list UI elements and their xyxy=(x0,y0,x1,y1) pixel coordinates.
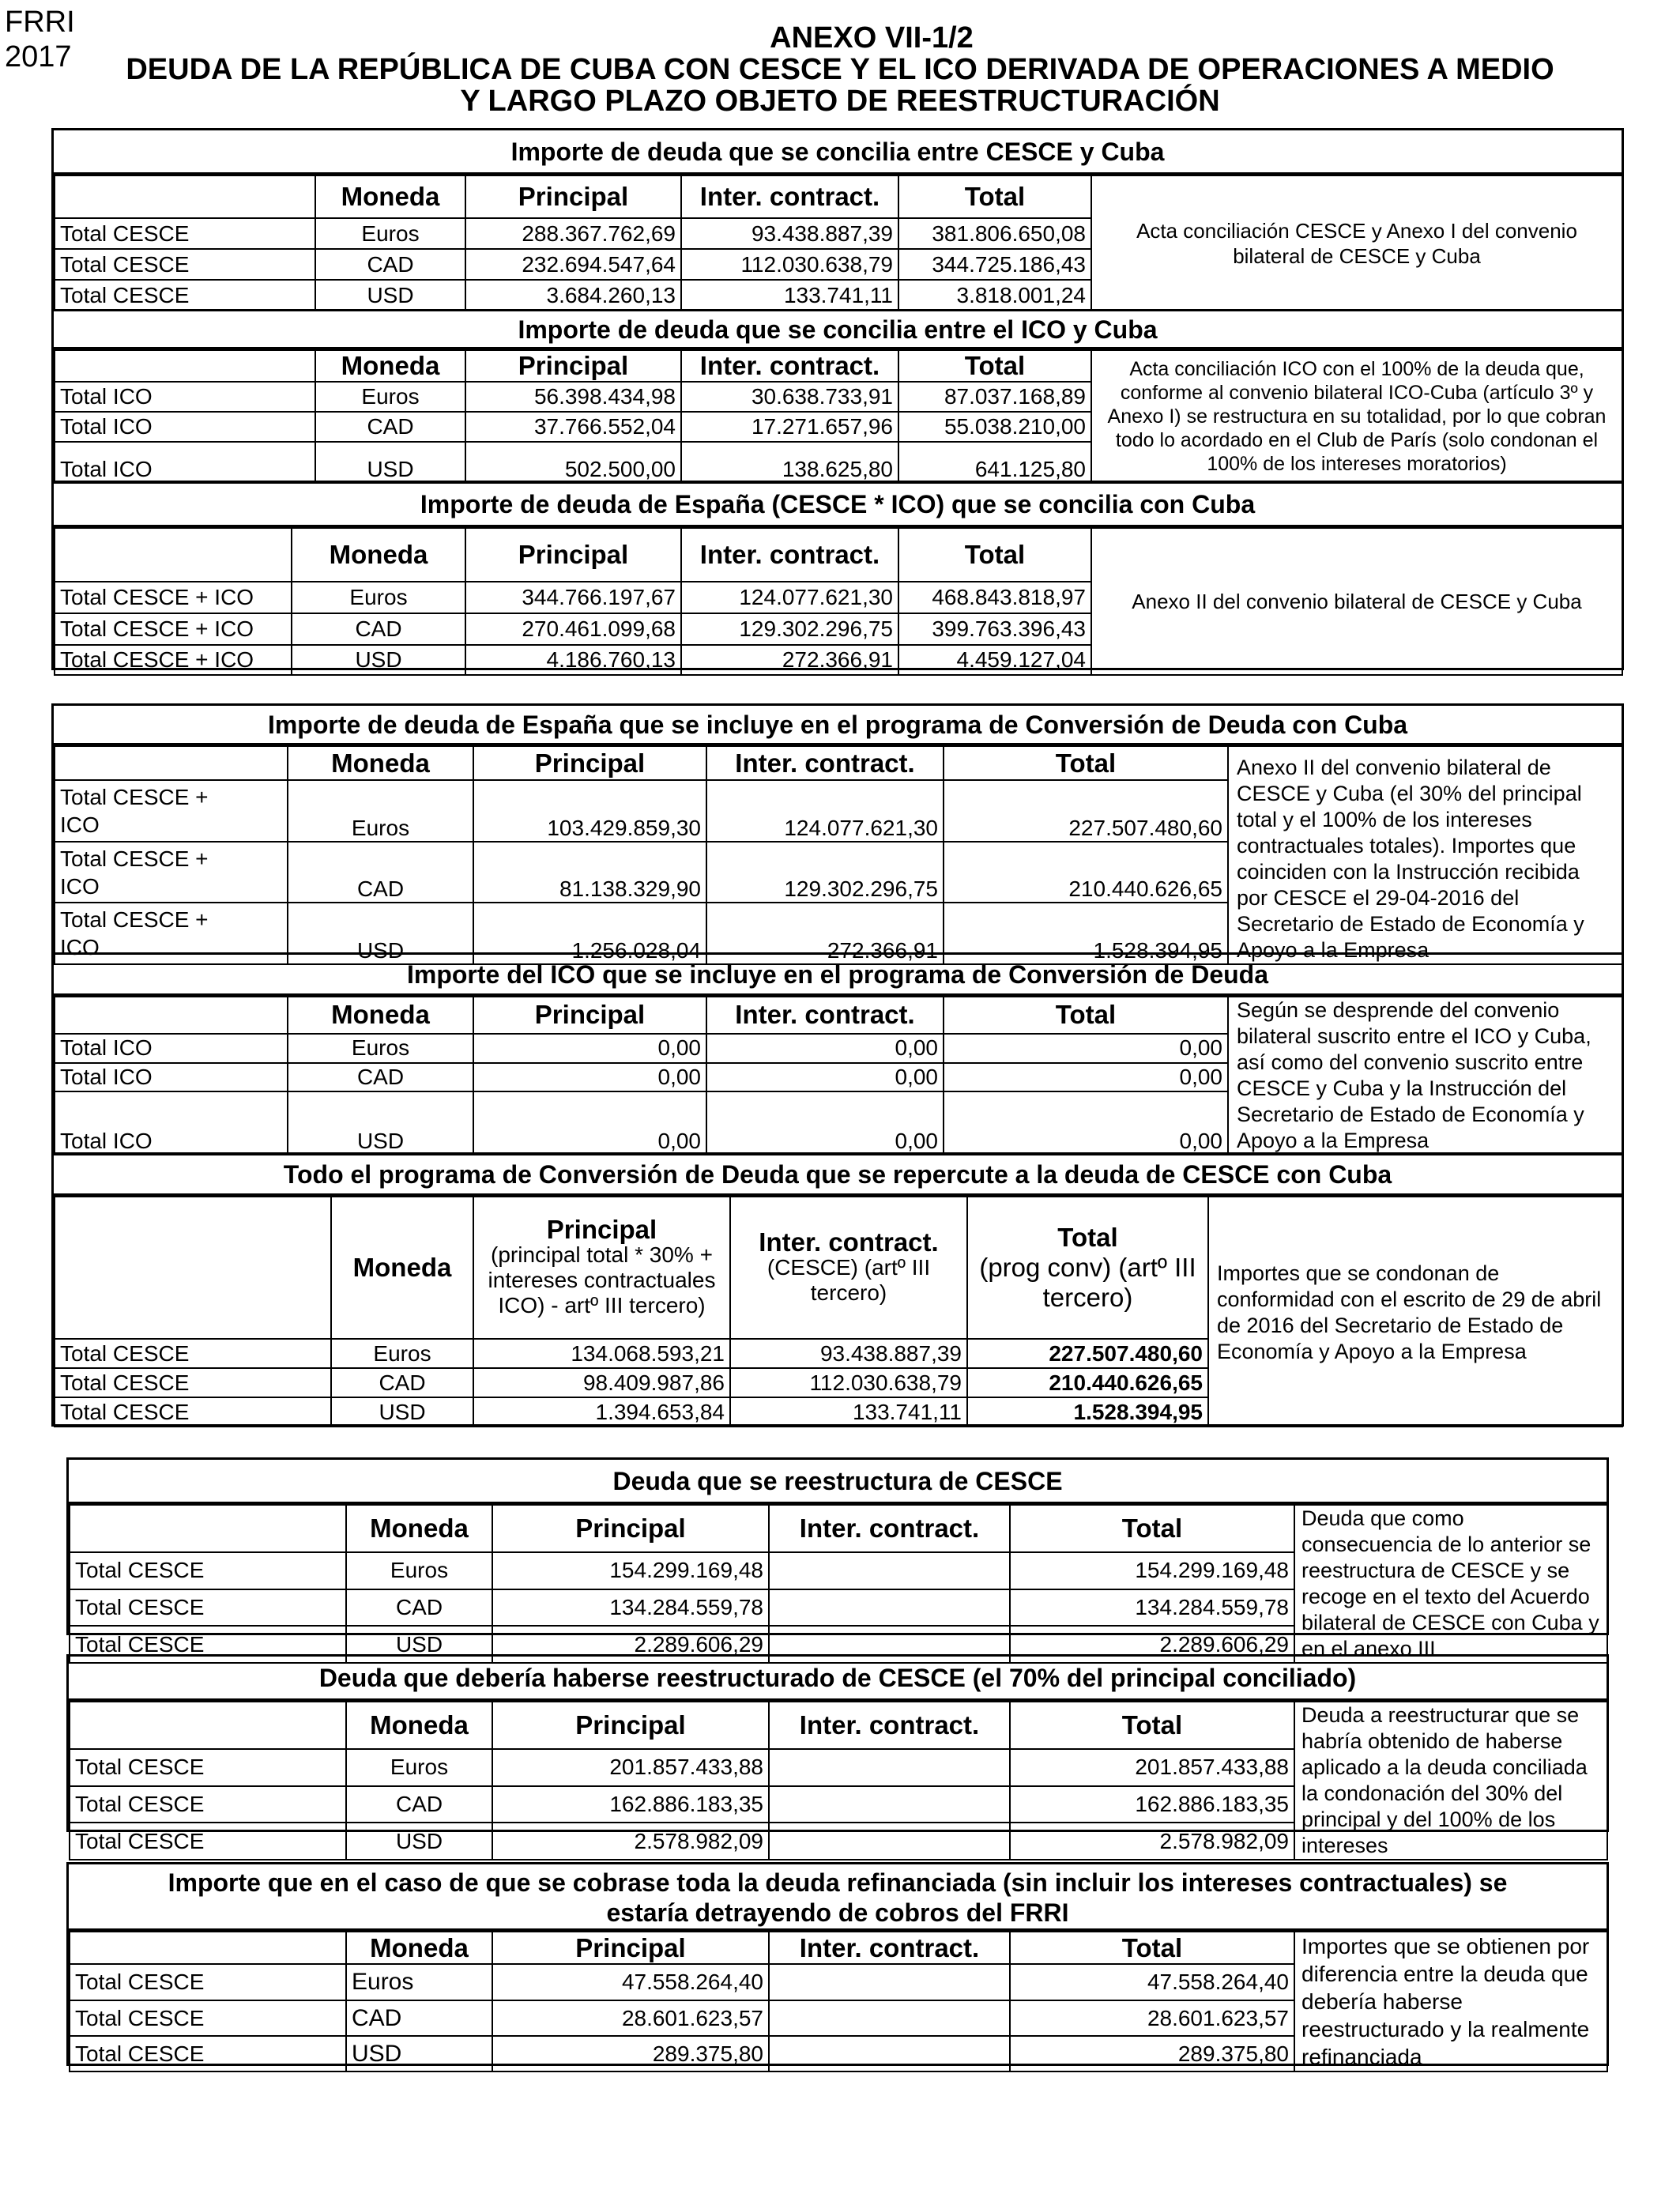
row-interest xyxy=(769,1823,1010,1860)
row-interest: 133.741,11 xyxy=(681,280,898,311)
row-label xyxy=(55,842,288,903)
section-title: Todo el programa de Conversión de Deuda que se repercute a la deuda de CESCE con Cuba xyxy=(54,1155,1622,1196)
row-currency: USD xyxy=(346,1823,492,1860)
row-principal: 201.857.433,88 xyxy=(492,1749,769,1786)
row-currency: Euros xyxy=(346,1749,492,1786)
row-interest: 112.030.638,79 xyxy=(730,1368,967,1397)
row-principal: 2.289.606,29 xyxy=(492,1626,769,1663)
col-moneda: Moneda xyxy=(331,1197,473,1339)
col-total-detail xyxy=(967,1197,1208,1339)
empty-header xyxy=(55,175,315,218)
col-principal: Principal xyxy=(465,350,681,382)
empty-header xyxy=(70,1702,346,1749)
row-currency: CAD xyxy=(331,1368,473,1397)
row-label: Total CESCE + ICO xyxy=(55,582,292,613)
restructured-table xyxy=(69,1504,1608,1664)
corner-line1: FRRI xyxy=(5,6,75,39)
empty-header xyxy=(55,350,315,382)
row-principal: 0,00 xyxy=(473,1063,706,1092)
row-label: Total CESCE xyxy=(55,218,315,249)
row-interest: 138.625,80 xyxy=(681,442,898,483)
row-label: Total CESCE xyxy=(70,1626,346,1663)
col-principal: Principal xyxy=(473,997,706,1034)
row-interest xyxy=(769,1589,1010,1627)
col-total: Total xyxy=(898,350,1091,382)
row-interest: 0,00 xyxy=(706,1063,944,1092)
row-currency: USD xyxy=(288,903,473,964)
row-label: Total CESCE xyxy=(70,1786,346,1823)
row-total: 201.857.433,88 xyxy=(1010,1749,1294,1786)
col-total: Total xyxy=(898,528,1091,582)
row-total: 381.806.650,08 xyxy=(898,218,1091,249)
section-ico-conversion xyxy=(51,952,1624,1155)
row-interest: 17.271.657,96 xyxy=(681,412,898,442)
row-total: 210.440.626,65 xyxy=(944,842,1228,903)
col-moneda: Moneda xyxy=(315,175,465,218)
section-title: Importe de deuda que se concilia entre CESCE y Cuba xyxy=(54,130,1622,175)
col-total: Total xyxy=(1010,1702,1294,1749)
col-moneda: Moneda xyxy=(315,350,465,382)
row-principal: 0,00 xyxy=(473,1091,706,1155)
row-currency: Euros xyxy=(346,1552,492,1589)
col-moneda: Moneda xyxy=(288,746,473,780)
col-principal-detail xyxy=(473,1197,730,1339)
row-total: 28.601.623,57 xyxy=(1010,2000,1294,2037)
empty-header xyxy=(55,528,292,582)
section-cesce-conciliation xyxy=(51,128,1624,311)
row-principal: 232.694.547,64 xyxy=(465,249,681,280)
section-spain-conversion xyxy=(51,703,1624,963)
row-principal: 344.766.197,67 xyxy=(465,582,681,613)
row-interest: 93.438.887,39 xyxy=(681,218,898,249)
row-label: Total CESCE xyxy=(70,2000,346,2037)
row-principal: 103.429.859,30 xyxy=(473,780,706,842)
row-interest xyxy=(769,1552,1010,1589)
conversion-program-table xyxy=(54,1196,1623,1427)
row-principal: 154.299.169,48 xyxy=(492,1552,769,1589)
spain-table xyxy=(54,527,1623,676)
row-label: Total ICO xyxy=(55,1034,288,1063)
col-inter: Inter. contract. xyxy=(681,528,898,582)
col-moneda: Moneda xyxy=(292,528,465,582)
section-frri-deduction xyxy=(66,1862,1609,2069)
row-currency: USD xyxy=(288,1091,473,1155)
row-interest: 272.366,91 xyxy=(706,903,944,964)
row-currency: Euros xyxy=(315,218,465,249)
col-inter: Inter. contract. xyxy=(769,1505,1010,1552)
spain-conversion-table xyxy=(54,745,1623,965)
row-currency: CAD xyxy=(288,1063,473,1092)
row-currency: USD xyxy=(331,1397,473,1427)
row-total: 468.843.818,97 xyxy=(898,582,1091,613)
row-principal: 2.578.982,09 xyxy=(492,1823,769,1860)
row-currency: USD xyxy=(315,442,465,483)
row-total: 3.818.001,24 xyxy=(898,280,1091,311)
should-restructure-table xyxy=(69,1701,1608,1860)
col-inter-title: Inter. contract. xyxy=(759,1227,939,1257)
row-principal: 0,00 xyxy=(473,1034,706,1063)
row-label: Total CESCE xyxy=(55,280,315,311)
row-principal: 3.684.260,13 xyxy=(465,280,681,311)
row-total: 47.558.264,40 xyxy=(1010,1964,1294,2000)
col-total-subtitle: (prog conv) (artº III tercero) xyxy=(979,1253,1196,1312)
col-principal: Principal xyxy=(492,1702,769,1749)
row-interest: 93.438.887,39 xyxy=(730,1339,967,1368)
row-currency: Euros xyxy=(331,1339,473,1368)
col-total: Total xyxy=(944,997,1228,1034)
row-interest: 124.077.621,30 xyxy=(681,582,898,613)
row-total: 641.125,80 xyxy=(898,442,1091,483)
col-inter: Inter. contract. xyxy=(706,746,944,780)
row-label: Total ICO xyxy=(55,412,315,442)
row-principal: 134.284.559,78 xyxy=(492,1589,769,1627)
row-label: Total CESCE xyxy=(70,1552,346,1589)
row-label-line1: Total CESCE + xyxy=(60,907,209,933)
section-note: Según se desprende del convenio bilateral suscrito entre el ICO y Cuba, así como del convenio suscrito entre CESCE y Cuba y la Instrucción del Secretario de Estado de Economía y Apoyo a la Empresa xyxy=(1228,997,1622,1155)
row-total: 2.289.606,29 xyxy=(1010,1626,1294,1663)
section-note: Acta conciliación ICO con el 100% de la deuda que, conforme al convenio bilateral ICO-Cuba (artículo 3º y Anexo I) se restructura en su totalidad, por lo que cobran todo lo acordado en el Club de París (solo condonan el 100% de los intereses moratorios) xyxy=(1091,350,1622,483)
row-label: Total ICO xyxy=(55,1091,288,1155)
col-inter-subtitle: (CESCE) (artº III tercero) xyxy=(767,1255,931,1305)
row-principal: 37.766.552,04 xyxy=(465,412,681,442)
section-title: Deuda que se reestructura de CESCE xyxy=(69,1460,1607,1504)
section-title: Importe de deuda de España que se incluye en el programa de Conversión de Deuda con Cuba xyxy=(54,706,1622,745)
row-label xyxy=(55,780,288,842)
section-ico-conciliation xyxy=(51,309,1624,483)
row-interest: 0,00 xyxy=(706,1091,944,1155)
document-title xyxy=(0,22,1680,117)
row-total: 1.528.394,95 xyxy=(967,1397,1208,1427)
col-moneda: Moneda xyxy=(288,997,473,1034)
row-principal: 1.256.028,04 xyxy=(473,903,706,964)
section-note: Deuda a reestructurar que se habría obtenido de haberse aplicado a la deuda conciliada la condonación del 30% del principal y del 100% de los intereses xyxy=(1294,1702,1607,1860)
col-principal-subtitle: (principal total * 30% + intereses contractuales ICO) - artº III tercero) xyxy=(488,1242,716,1318)
col-inter: Inter. contract. xyxy=(769,1932,1010,1964)
row-label: Total CESCE xyxy=(55,1397,331,1427)
section-title: Importe de deuda de España (CESCE * ICO) que se concilia con Cuba xyxy=(54,483,1622,527)
row-total: 227.507.480,60 xyxy=(944,780,1228,842)
row-label: Total ICO xyxy=(55,442,315,483)
row-label-line1: Total CESCE + xyxy=(60,784,209,809)
row-total: 0,00 xyxy=(944,1063,1228,1092)
row-principal: 4.186.760,13 xyxy=(465,645,681,675)
section-note: Deuda que como consecuencia de lo anterior se reestructura de CESCE y se recoge en el texto del Acuerdo bilateral de CESCE con Cuba y en el anexo III xyxy=(1294,1505,1607,1663)
section-title xyxy=(69,1864,1607,1931)
row-currency: Euros xyxy=(292,582,465,613)
row-currency: Euros xyxy=(288,1034,473,1063)
row-label: Total ICO xyxy=(55,382,315,412)
section-cesce-conversion-program xyxy=(51,1152,1624,1427)
col-inter: Inter. contract. xyxy=(681,350,898,382)
row-currency: CAD xyxy=(292,613,465,645)
row-label-line2: ICO xyxy=(60,873,100,899)
col-moneda: Moneda xyxy=(346,1505,492,1552)
col-principal: Principal xyxy=(492,1505,769,1552)
empty-header xyxy=(70,1505,346,1552)
row-total: 4.459.127,04 xyxy=(898,645,1091,675)
row-currency: CAD xyxy=(346,2000,492,2037)
row-interest xyxy=(769,1964,1010,2000)
col-moneda: Moneda xyxy=(346,1702,492,1749)
section-note: Acta conciliación CESCE y Anexo I del convenio bilateral de CESCE y Cuba xyxy=(1091,175,1622,311)
ico-conversion-table xyxy=(54,996,1623,1155)
section-title-line1: Importe que en el caso de que se cobrase toda la deuda refinanciada (sin incluir los intereses contractuales) se xyxy=(168,1868,1508,1897)
row-interest: 112.030.638,79 xyxy=(681,249,898,280)
row-label-line2: ICO xyxy=(60,935,100,960)
empty-header xyxy=(70,1932,346,1964)
section-title: Deuda que debería haberse reestructurado de CESCE (el 70% del principal conciliado) xyxy=(69,1657,1607,1701)
row-principal: 47.558.264,40 xyxy=(492,1964,769,2000)
row-label: Total CESCE xyxy=(70,1749,346,1786)
col-inter: Inter. contract. xyxy=(681,175,898,218)
row-principal: 162.886.183,35 xyxy=(492,1786,769,1823)
row-principal: 81.138.329,90 xyxy=(473,842,706,903)
row-principal: 28.601.623,57 xyxy=(492,2000,769,2037)
section-cesce-restructured xyxy=(66,1457,1609,1661)
row-total: 162.886.183,35 xyxy=(1010,1786,1294,1823)
annex-title: ANEXO VII-1/2 xyxy=(770,21,974,55)
row-label: Total CESCE + ICO xyxy=(55,645,292,675)
section-note: Anexo II del convenio bilateral de CESCE y Cuba xyxy=(1091,528,1622,675)
row-label: Total CESCE xyxy=(70,1964,346,2000)
frri-deduction-table xyxy=(69,1931,1608,2072)
col-inter-detail xyxy=(730,1197,967,1339)
row-currency: CAD xyxy=(346,1589,492,1627)
row-currency: Euros xyxy=(346,1964,492,2000)
col-inter: Inter. contract. xyxy=(706,997,944,1034)
col-principal: Principal xyxy=(465,175,681,218)
row-interest xyxy=(769,2000,1010,2037)
row-currency: CAD xyxy=(315,249,465,280)
col-principal-title: Principal xyxy=(546,1215,657,1244)
row-principal: 134.068.593,21 xyxy=(473,1339,730,1368)
row-total: 399.763.396,43 xyxy=(898,613,1091,645)
empty-header xyxy=(55,746,288,780)
row-total: 210.440.626,65 xyxy=(967,1368,1208,1397)
row-interest: 272.366,91 xyxy=(681,645,898,675)
col-total: Total xyxy=(1010,1505,1294,1552)
row-total: 55.038.210,00 xyxy=(898,412,1091,442)
row-total: 0,00 xyxy=(944,1034,1228,1063)
row-label-line2: ICO xyxy=(60,812,100,837)
col-total-title: Total xyxy=(1057,1223,1118,1252)
row-currency: USD xyxy=(292,645,465,675)
row-total: 289.375,80 xyxy=(1010,2036,1294,2071)
row-interest: 129.302.296,75 xyxy=(706,842,944,903)
row-label: Total CESCE xyxy=(70,1589,346,1627)
row-currency: CAD xyxy=(315,412,465,442)
row-interest: 129.302.296,75 xyxy=(681,613,898,645)
row-total: 134.284.559,78 xyxy=(1010,1589,1294,1627)
row-label: Total CESCE xyxy=(70,2036,346,2071)
section-note: Importes que se obtienen por diferencia entre la deuda que debería haberse reestructurado y la realmente refinanciada xyxy=(1294,1932,1607,2071)
row-total: 1.528.394,95 xyxy=(944,903,1228,964)
row-currency: Euros xyxy=(288,780,473,842)
row-interest: 133.741,11 xyxy=(730,1397,967,1427)
row-interest: 124.077.621,30 xyxy=(706,780,944,842)
row-currency: USD xyxy=(315,280,465,311)
row-interest: 0,00 xyxy=(706,1034,944,1063)
row-total: 87.037.168,89 xyxy=(898,382,1091,412)
section-note: Importes que se condonan de conformidad con el escrito de 29 de abril de 2016 del Secretario de Estado de Economía y Apoyo a la Empresa xyxy=(1208,1197,1622,1427)
row-label-line1: Total CESCE + xyxy=(60,846,209,871)
row-label: Total CESCE xyxy=(55,249,315,280)
row-currency: CAD xyxy=(346,1786,492,1823)
row-label: Total CESCE xyxy=(55,1339,331,1368)
section-title-line2: estaría detrayendo de cobros del FRRI xyxy=(606,1898,1069,1927)
row-label: Total CESCE xyxy=(70,1823,346,1860)
row-interest: 30.638.733,91 xyxy=(681,382,898,412)
col-inter: Inter. contract. xyxy=(769,1702,1010,1749)
empty-header xyxy=(55,1197,331,1339)
row-principal: 98.409.987,86 xyxy=(473,1368,730,1397)
col-principal: Principal xyxy=(465,528,681,582)
section-note: Anexo II del convenio bilateral de CESCE y Cuba (el 30% del principal total y el 100% de los intereses contractuales totales). Importes que coinciden con la Instrucción recibida por CESCE el 29-04-2016 del Secretario de Estado de Economía y Apoyo a la Empresa xyxy=(1228,746,1622,964)
section-spain-conciliation xyxy=(51,481,1624,670)
row-total: 2.578.982,09 xyxy=(1010,1823,1294,1860)
col-principal: Principal xyxy=(492,1932,769,1964)
row-total: 344.725.186,43 xyxy=(898,249,1091,280)
section-title: Importe del ICO que se incluye en el programa de Conversión de Deuda xyxy=(54,955,1622,996)
row-principal: 270.461.099,68 xyxy=(465,613,681,645)
row-currency: CAD xyxy=(288,842,473,903)
section-title: Importe de deuda que se concilia entre el ICO y Cuba xyxy=(54,311,1622,349)
row-principal: 56.398.434,98 xyxy=(465,382,681,412)
row-label: Total CESCE xyxy=(55,1368,331,1397)
row-currency: USD xyxy=(346,2036,492,2071)
title-line2: DEUDA DE LA REPÚBLICA DE CUBA CON CESCE Y EL ICO DERIVADA DE OPERACIONES A MEDIO xyxy=(126,53,1554,86)
col-total: Total xyxy=(944,746,1228,780)
section-should-restructure xyxy=(66,1654,1609,1857)
row-principal: 502.500,00 xyxy=(465,442,681,483)
col-moneda: Moneda xyxy=(346,1932,492,1964)
ico-table xyxy=(54,349,1623,484)
col-total: Total xyxy=(1010,1932,1294,1964)
row-label: Total CESCE + ICO xyxy=(55,613,292,645)
row-total: 0,00 xyxy=(944,1091,1228,1155)
row-currency: Euros xyxy=(315,382,465,412)
row-interest xyxy=(769,1786,1010,1823)
title-line3: Y LARGO PLAZO OBJETO DE REESTRUCTURACIÓN xyxy=(460,85,1220,118)
corner-line2: 2017 xyxy=(5,40,72,74)
row-interest xyxy=(769,1749,1010,1786)
row-principal: 289.375,80 xyxy=(492,2036,769,2071)
row-currency: USD xyxy=(346,1626,492,1663)
row-principal: 1.394.653,84 xyxy=(473,1397,730,1427)
row-total: 154.299.169,48 xyxy=(1010,1552,1294,1589)
empty-header xyxy=(55,997,288,1034)
col-total: Total xyxy=(898,175,1091,218)
row-interest xyxy=(769,2036,1010,2071)
cesce-table xyxy=(54,175,1623,311)
row-total: 227.507.480,60 xyxy=(967,1339,1208,1368)
row-principal: 288.367.762,69 xyxy=(465,218,681,249)
col-principal: Principal xyxy=(473,746,706,780)
row-label: Total ICO xyxy=(55,1063,288,1092)
